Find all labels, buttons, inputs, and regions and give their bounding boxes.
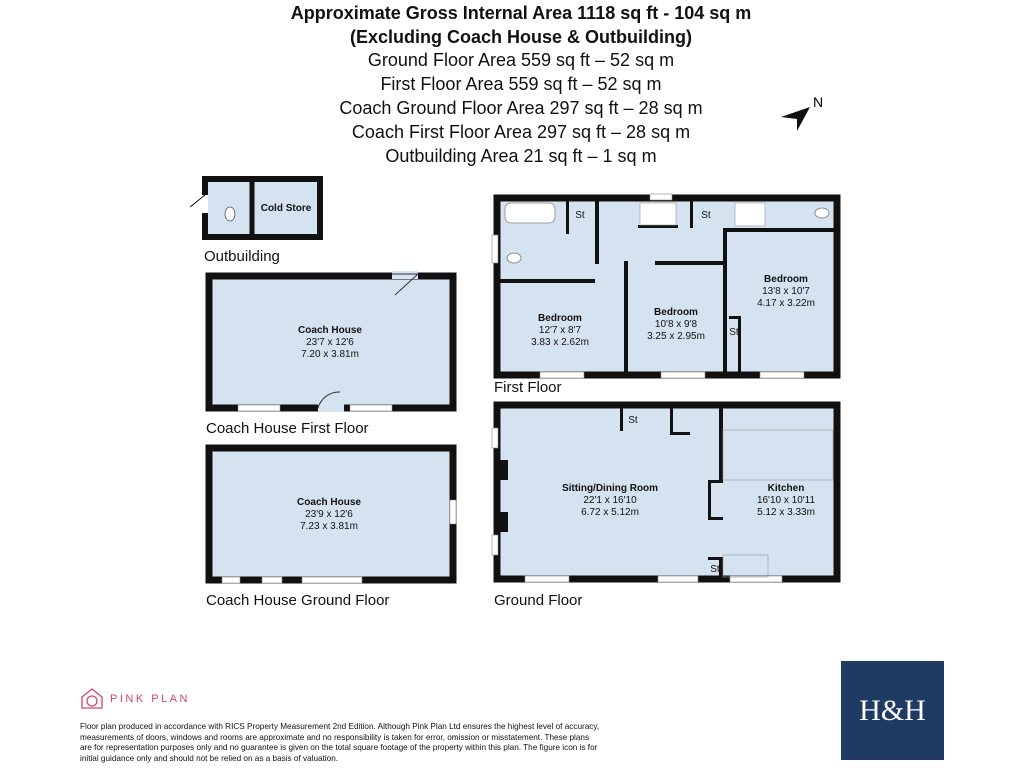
svg-text:Coach House: Coach House (297, 497, 361, 508)
svg-text:N: N (813, 94, 824, 110)
toilet-icon (225, 207, 235, 221)
svg-text:Outbuilding: Outbuilding (204, 248, 280, 265)
svg-text:Kitchen: Kitchen (767, 483, 805, 494)
svg-text:Coach House: Coach House (298, 325, 362, 336)
ground-floor-plan (492, 405, 837, 609)
svg-text:22'1 x 16'10: 22'1 x 16'10 (583, 495, 637, 506)
bath-icon (505, 203, 555, 223)
area-line: First Floor Area 559 sq ft – 52 sq m (380, 74, 662, 94)
chimney-breast (498, 460, 508, 480)
svg-text:10'8 x 9'8: 10'8 x 9'8 (654, 319, 698, 330)
svg-text:3.83 x 2.62m: 3.83 x 2.62m (531, 337, 589, 348)
svg-text:3.25 x 2.95m: 3.25 x 2.95m (647, 331, 705, 342)
agent-logo: H&H (841, 661, 944, 760)
svg-text:4.17 x 3.22m: 4.17 x 3.22m (757, 298, 815, 309)
area-line: Coach First Floor Area 297 sq ft – 28 sq m (351, 122, 691, 142)
north-arrow-icon (781, 94, 823, 131)
gross-area-subtitle: (Excluding Coach House & Outbuilding) (350, 27, 692, 47)
pink-plan-logo-icon (82, 689, 102, 708)
coach-house-first-floor-plan (206, 271, 453, 437)
svg-text:12'7 x 8'7: 12'7 x 8'7 (538, 325, 582, 336)
first-floor-plan (492, 194, 837, 396)
svg-text:St: St (701, 210, 711, 221)
svg-text:Sitting/Dining Room: Sitting/Dining Room (561, 483, 659, 494)
svg-text:7.20 x 3.81m: 7.20 x 3.81m (301, 349, 359, 360)
disclaimer: Floor plan produced in accordance with RICS Property Measurement 2nd Edition. Although Pink Plan Ltd ensures the highest level of accuracy, measurements of doors, windows and rooms are approximate and no responsibility is taken for error, omission or misstatement. These plans are for representation purposes only and no guarantee is given on the total square footage of the property within this plan. The figure icon is for initial guidance only and should not be relied on as a basis of valuation. (80, 722, 600, 763)
svg-text:16'10 x 10'11: 16'10 x 10'11 (756, 495, 816, 506)
coach-house-ground-floor-plan (206, 448, 456, 609)
svg-text:St: St (628, 415, 638, 426)
svg-text:5.12 x 3.33m: 5.12 x 3.33m (757, 507, 815, 518)
outbuilding-plan (190, 179, 320, 265)
svg-text:St: St (710, 564, 720, 575)
gross-area-title: Approximate Gross Internal Area 1118 sq ft - 104 sq m (290, 3, 752, 23)
svg-text:St: St (729, 327, 739, 338)
shower-icon (735, 203, 765, 226)
svg-text:Ground Floor: Ground Floor (494, 592, 583, 609)
svg-text:7.23 x 3.81m: 7.23 x 3.81m (300, 521, 358, 532)
toilet-icon (815, 208, 829, 218)
pink-plan-brand: PINK PLAN (110, 693, 190, 705)
svg-text:Coach House Ground Floor: Coach House Ground Floor (206, 592, 390, 609)
area-line: Ground Floor Area 559 sq ft – 52 sq m (367, 50, 675, 70)
svg-text:First Floor: First Floor (494, 379, 562, 396)
svg-text:Coach House First Floor: Coach House First Floor (206, 420, 369, 437)
svg-text:St: St (575, 210, 585, 221)
svg-text:23'7 x 12'6: 23'7 x 12'6 (306, 337, 354, 348)
svg-text:Bedroom: Bedroom (764, 274, 808, 285)
svg-text:Bedroom: Bedroom (654, 307, 698, 318)
svg-text:23'9 x 12'6: 23'9 x 12'6 (305, 509, 353, 520)
toilet-icon (507, 253, 521, 263)
svg-text:Cold Store: Cold Store (260, 203, 312, 214)
stairs-icon (640, 203, 676, 225)
svg-text:13'8 x 10'7: 13'8 x 10'7 (762, 286, 810, 297)
area-line: Outbuilding Area 21 sq ft – 1 sq m (385, 146, 657, 166)
svg-text:6.72 x 5.12m: 6.72 x 5.12m (581, 507, 639, 518)
svg-text:Bedroom: Bedroom (538, 313, 582, 324)
area-line: Coach Ground Floor Area 297 sq ft – 28 sq m (339, 98, 703, 118)
